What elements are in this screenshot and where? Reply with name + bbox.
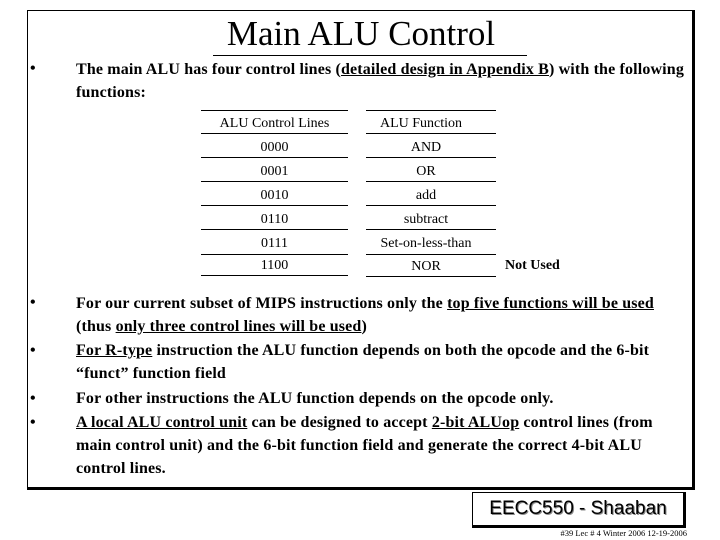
table-cell-function: AND — [410, 140, 442, 155]
row-rule — [366, 157, 496, 158]
row-rule — [366, 276, 496, 277]
bullet-r-type: For R-type instruction the ALU function depends on both the opcode and the 6-bit “funct” function field — [76, 342, 650, 382]
header-control-lines: ALU Control Lines — [219, 116, 330, 131]
bullet-other-instructions: For other instructions the ALU function depends on the opcode only. — [76, 390, 554, 407]
table-cell-code: 0000 — [260, 140, 289, 155]
table-cell-code: 1100 — [260, 258, 289, 273]
table-cell-function: OR — [416, 164, 436, 179]
bullet-mips-subset: For our current subset of MIPS instructions only the top five functions will be used (thus only three control lines will be used) — [76, 295, 654, 335]
row-rule — [201, 157, 348, 158]
table-cell-function: Set-on-less-than — [380, 236, 472, 251]
row-rule — [201, 229, 348, 230]
not-used-note: Not Used — [505, 258, 560, 273]
table-cell-code: 0010 — [260, 188, 289, 203]
table-cell-code: 0111 — [261, 236, 288, 251]
row-rule — [366, 133, 496, 134]
table-cell-function: add — [415, 188, 437, 203]
row-rule — [201, 254, 348, 255]
row-rule — [201, 205, 348, 206]
row-rule — [201, 275, 348, 276]
row-rule — [201, 181, 348, 182]
slide-title: Main ALU Control — [226, 14, 496, 53]
table-cell-function: subtract — [403, 212, 449, 227]
row-rule — [366, 181, 496, 182]
bullet-local-alu-control: A local ALU control unit can be designed to accept 2-bit ALUop control lines (from main control unit) and the 6-bit function field and generate the correct 4-bit ALU control lines. — [76, 414, 653, 477]
header-rule-right — [366, 110, 496, 111]
intro-text: The main ALU has four control lines (detailed design in Appendix B) with the following functions: — [76, 61, 684, 101]
appendix-link[interactable]: detailed design in Appendix B — [341, 61, 549, 78]
bullet-dot: • — [30, 414, 36, 431]
bullet-dot: • — [30, 342, 36, 359]
table-cell-code: 0001 — [260, 164, 289, 179]
footer-label: EECC550 - Shaaban — [489, 498, 667, 519]
footer-meta: #39 Lec # 4 Winter 2006 12-19-2006 — [560, 528, 687, 538]
title-underline — [213, 55, 527, 56]
header-alu-function: ALU Function — [379, 116, 463, 131]
footer-badge — [472, 492, 686, 528]
table-cell-function: NOR — [411, 259, 441, 274]
table-cell-code: 0110 — [260, 212, 289, 227]
row-rule — [366, 229, 496, 230]
bullet-dot: • — [30, 60, 36, 77]
bullet-dot: • — [30, 390, 36, 407]
row-rule — [366, 254, 496, 255]
header-rule-left — [201, 110, 348, 111]
bullet-dot: • — [30, 294, 36, 311]
row-rule — [201, 133, 348, 134]
row-rule — [366, 205, 496, 206]
